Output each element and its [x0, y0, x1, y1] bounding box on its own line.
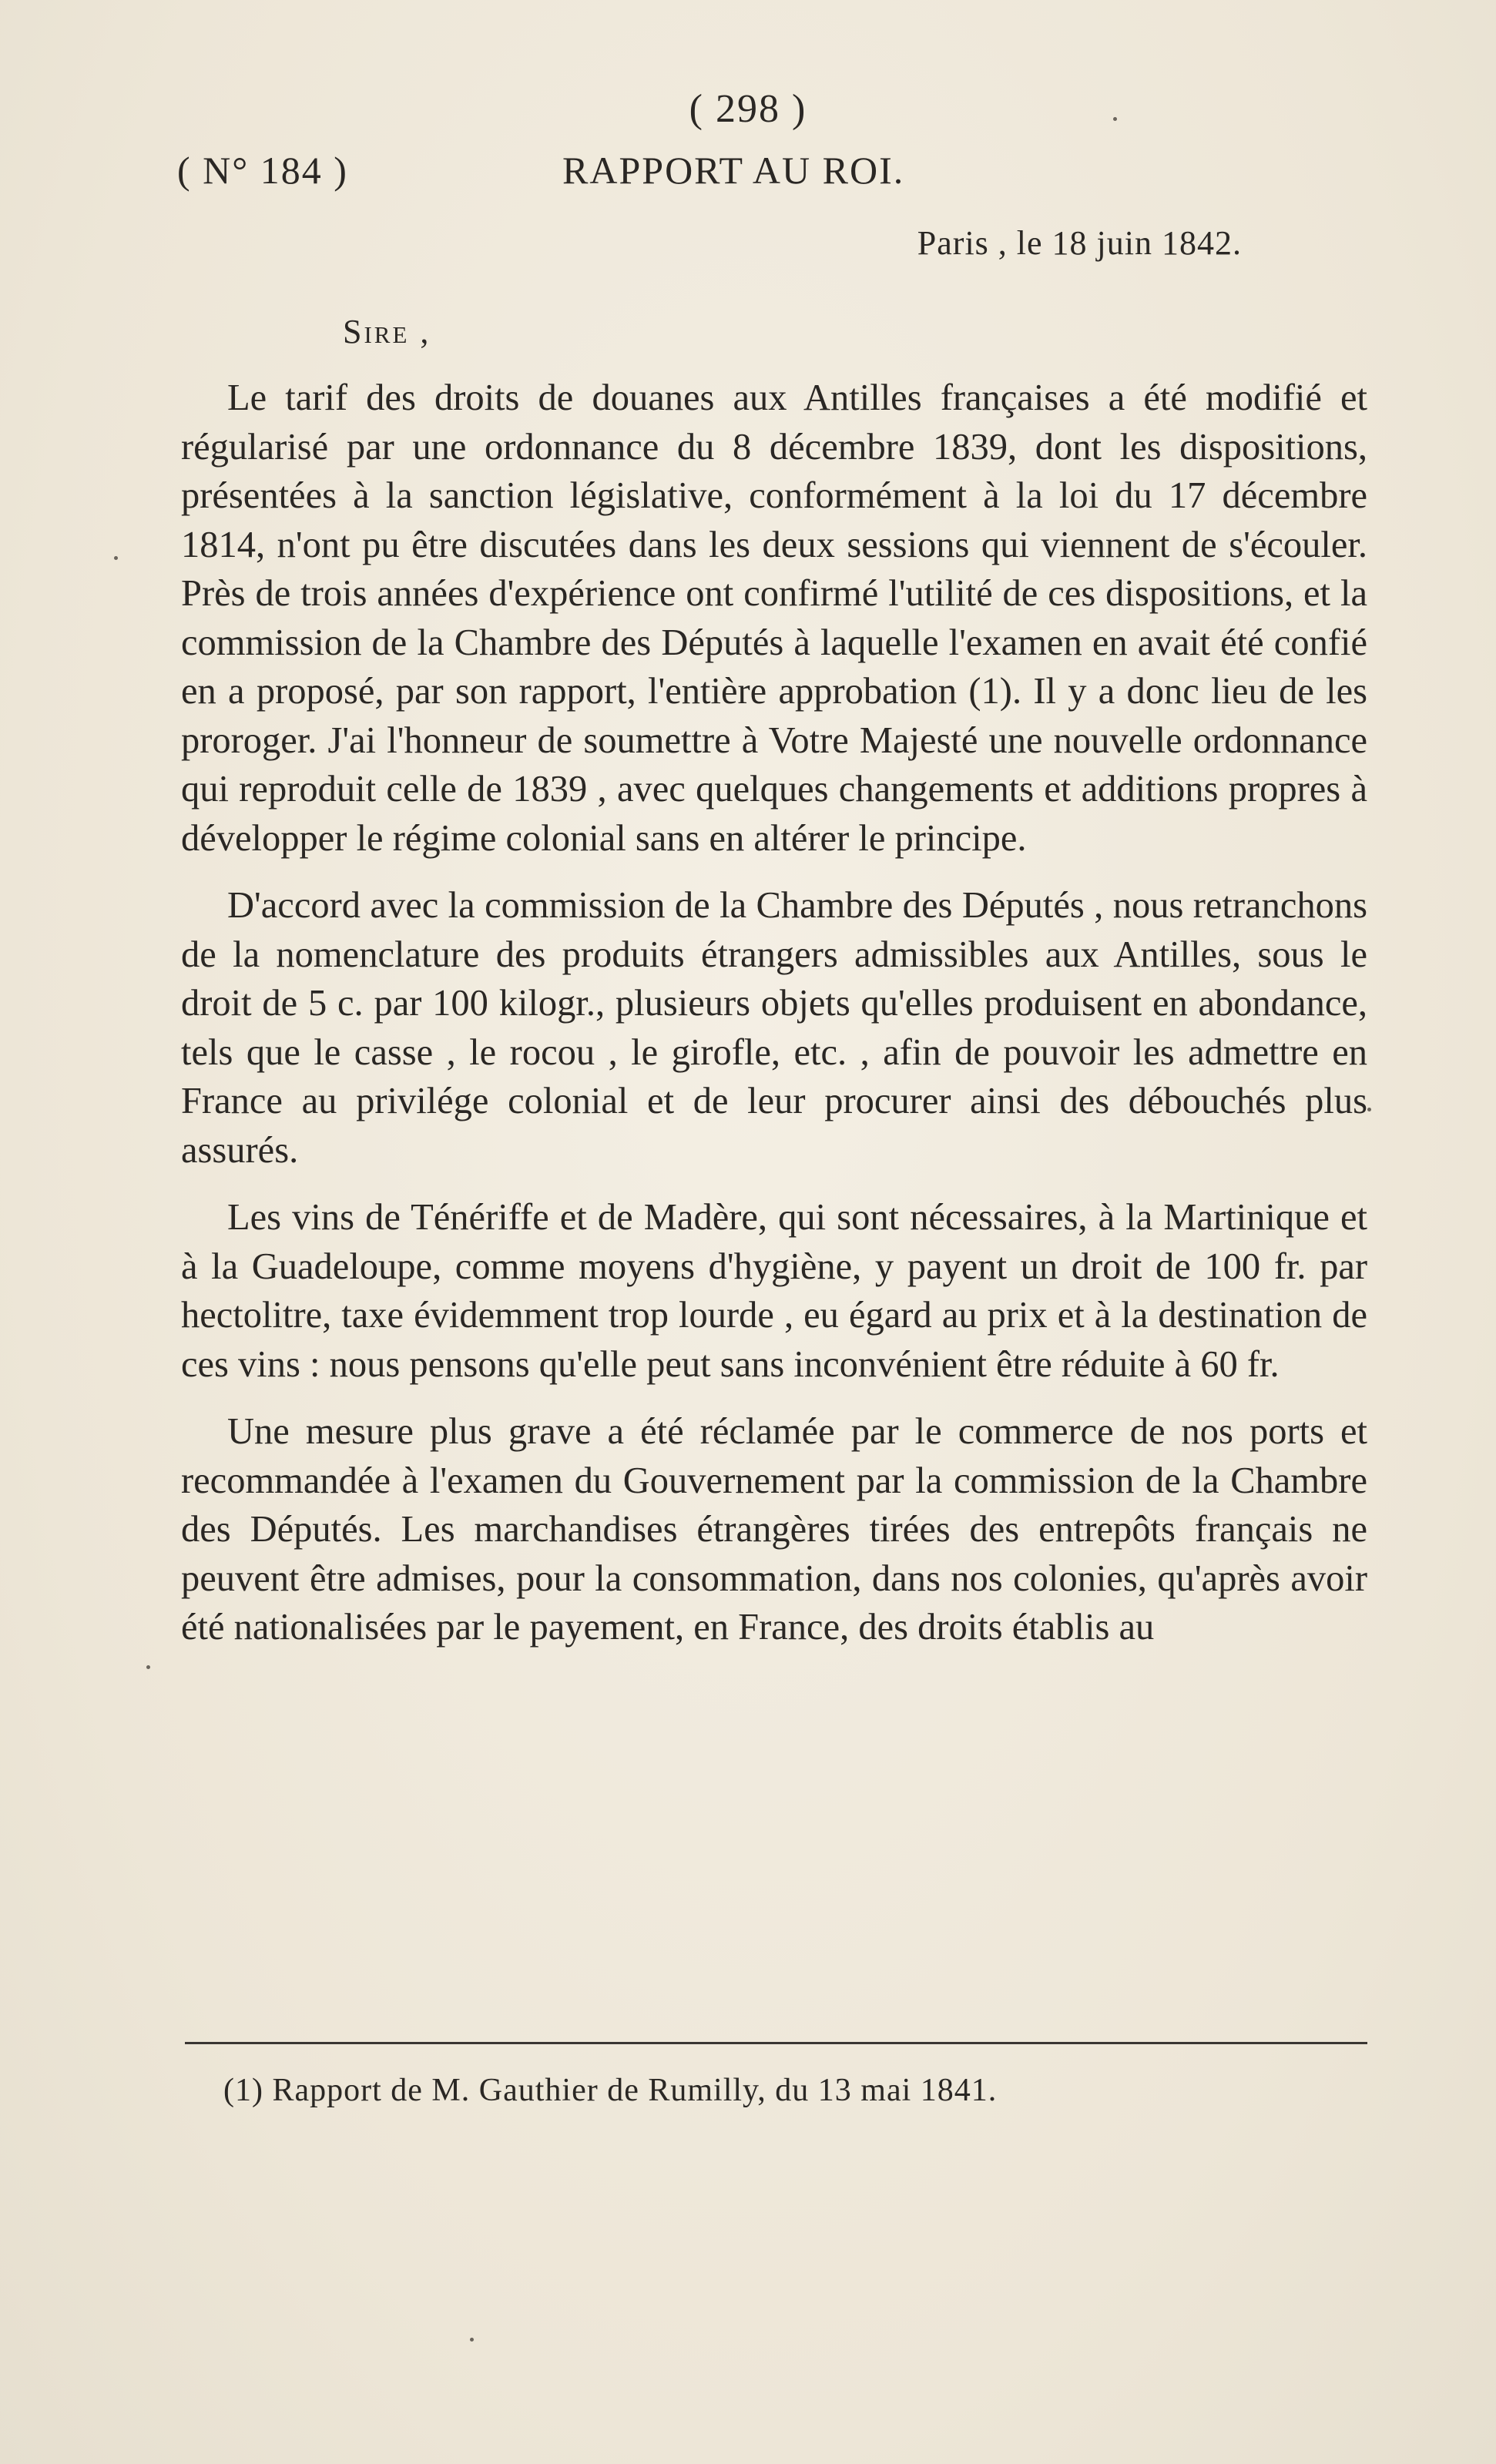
- paper-speck: [1367, 1108, 1371, 1111]
- paper-speck: [470, 2338, 474, 2342]
- dateline: Paris , le 18 juin 1842.: [917, 224, 1242, 262]
- paragraph-2: D'accord avec la commission de la Chambre des Députés , nous retranchons de la nomenclature des produits étrangers admissibles aux Antilles, sous le droit de 5 c. par 100 kilogr., plusieurs objets qu'elles produisent en abondance, tels que le casse , le rocou , le girofle, etc. , afin de pouvoir les admettre en France au privilége colonial et de leur procurer ainsi des débouchés plus assurés.: [181, 885, 1367, 1171]
- footnote: (1) Rapport de M. Gauthier de Rumilly, du 13 mai 1841.: [223, 2073, 998, 2108]
- report-body: [181, 374, 1367, 1671]
- paper-speck: [1113, 117, 1117, 121]
- document-number: ( N° 184 ): [177, 149, 348, 192]
- paragraph-1: Le tarif des droits de douanes aux Antilles françaises a été modifié et régularisé par une ordonnance du 8 décembre 1839, dont les dispositions, présentées à la sanction législative, conformément à la loi du 17 décembre 1814, n'ont pu être discutées dans les deux sessions qui viennent de s'écouler. Près de trois années d'expérience ont confirmé l'utilité de ces dispositions, et la commission de la Chambre des Députés à laquelle l'examen en avait été confié en a proposé, par son rapport, l'entière approbation (1). Il y a donc lieu de les proroger. J'ai l'honneur de soumettre à Votre Majesté une nouvelle ordonnance qui reproduit celle de 1839 , avec quelques changements et additions propres à développer le régime colonial sans en altérer le principe.: [181, 377, 1367, 859]
- document-title: RAPPORT AU ROI.: [562, 149, 905, 192]
- paragraph-3: Les vins de Ténériffe et de Madère, qui sont nécessaires, à la Martinique et à la Guadeloupe, comme moyens d'hygiène, y payent un droit de 100 fr. par hectolitre, taxe évidemment trop lourde , eu égard au prix et à la destination de ces vins : nous pensons qu'elle peut sans inconvénient être réduite à 60 fr.: [181, 1197, 1367, 1385]
- footnote-divider: [185, 2042, 1367, 2044]
- paper-speck: [114, 556, 118, 560]
- salutation: Sire ,: [343, 313, 431, 350]
- paragraph-4: Une mesure plus grave a été réclamée par le commerce de nos ports et recommandée à l'examen du Gouvernement par la commission de la Chambre des Députés. Les marchandises étrangères tirées des entrepôts français ne peuvent être admises, pour la consommation, dans nos colonies, qu'après avoir été nationalisées par le payement, en France, des droits établis au: [181, 1411, 1367, 1648]
- paper-speck: [146, 1665, 150, 1669]
- page-number: ( 298 ): [689, 87, 807, 131]
